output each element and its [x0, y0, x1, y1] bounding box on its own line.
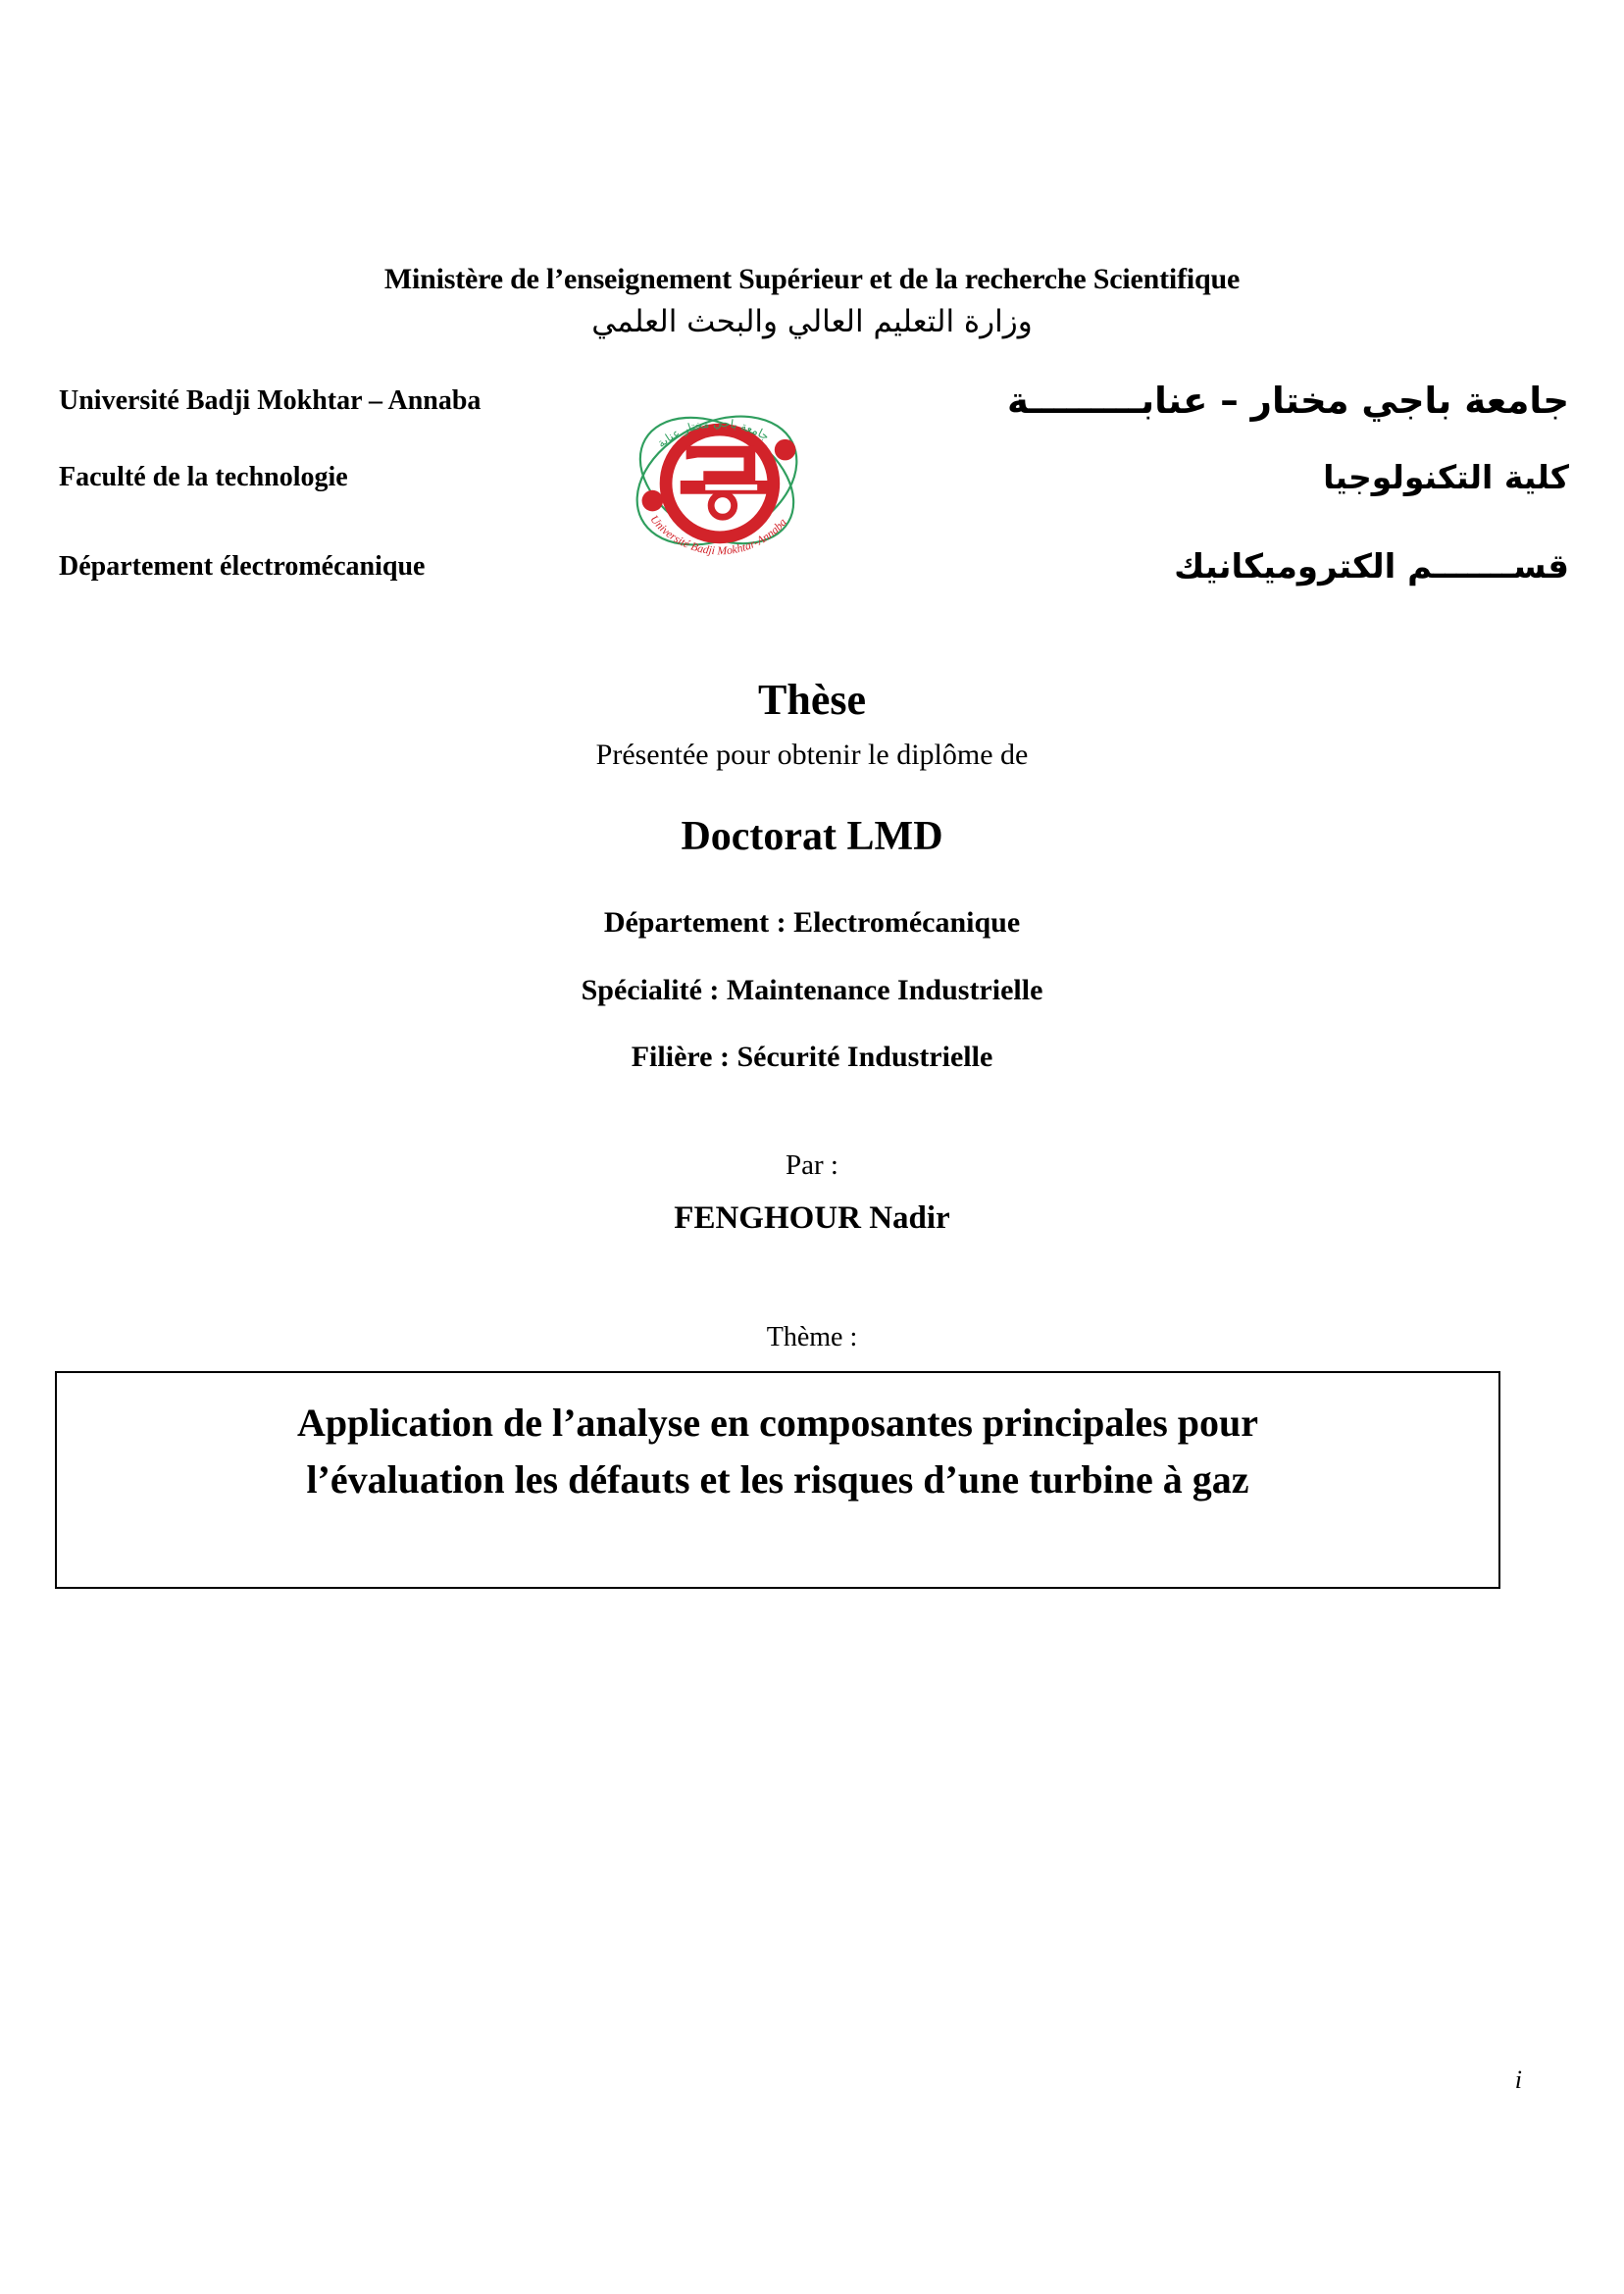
specialty-line: Spécialité : Maintenance Industrielle [581, 974, 1043, 1006]
university-label-ar: جامعة باجي مختار – عنابـــــــــة [1007, 380, 1569, 422]
faculty-label-fr: Faculté de la technologie [59, 461, 348, 492]
theme-title-text [57, 1373, 1498, 1508]
university-row [59, 380, 1569, 422]
university-logo [621, 384, 813, 577]
ministry-heading-fr: Ministère de l’enseignement Supérieur et de la recherche Scientifique [383, 263, 1241, 295]
faculty-label-ar: كلية التكنولوجيا [1323, 458, 1569, 496]
faculty-row [59, 458, 1569, 496]
theme-title-line-1: Application de l’analyse en composantes principales pour [296, 1401, 1259, 1445]
department-label-ar: قســـــــم الكتروميكانيك [1174, 547, 1569, 586]
author-label: Par : [786, 1149, 838, 1181]
author-name: FENGHOUR Nadir [674, 1200, 950, 1236]
page-number: i [1514, 2065, 1522, 2094]
ministry-heading-ar: وزارة التعليم العالي والبحث العلمي [591, 304, 1033, 339]
filiere-line: Filière : Sécurité Industrielle [631, 1041, 993, 1073]
these-subtitle: Présentée pour obtenir le diplôme de [595, 739, 1029, 771]
theme-label: Thème : [766, 1322, 858, 1352]
department-label-fr: Département électromécanique [59, 551, 426, 582]
theme-title-box [55, 1371, 1500, 1589]
degree-title: Doctorat LMD [681, 814, 943, 859]
these-title: Thèse [758, 676, 866, 724]
department-row [59, 547, 1569, 586]
university-label-fr: Université Badji Mokhtar – Annaba [59, 384, 482, 416]
svg-text:جامعة باجي مختار عنابة: جامعة باجي مختار عنابة [654, 416, 772, 451]
department-line: Département : Electromécanique [603, 906, 1021, 939]
theme-title-line-2: l’évaluation les défauts et les risques d’une turbine à gaz [306, 1457, 1249, 1502]
svg-text:Université Badji Mokhtar-Annab: Université Badji Mokhtar-Annaba [647, 512, 789, 558]
